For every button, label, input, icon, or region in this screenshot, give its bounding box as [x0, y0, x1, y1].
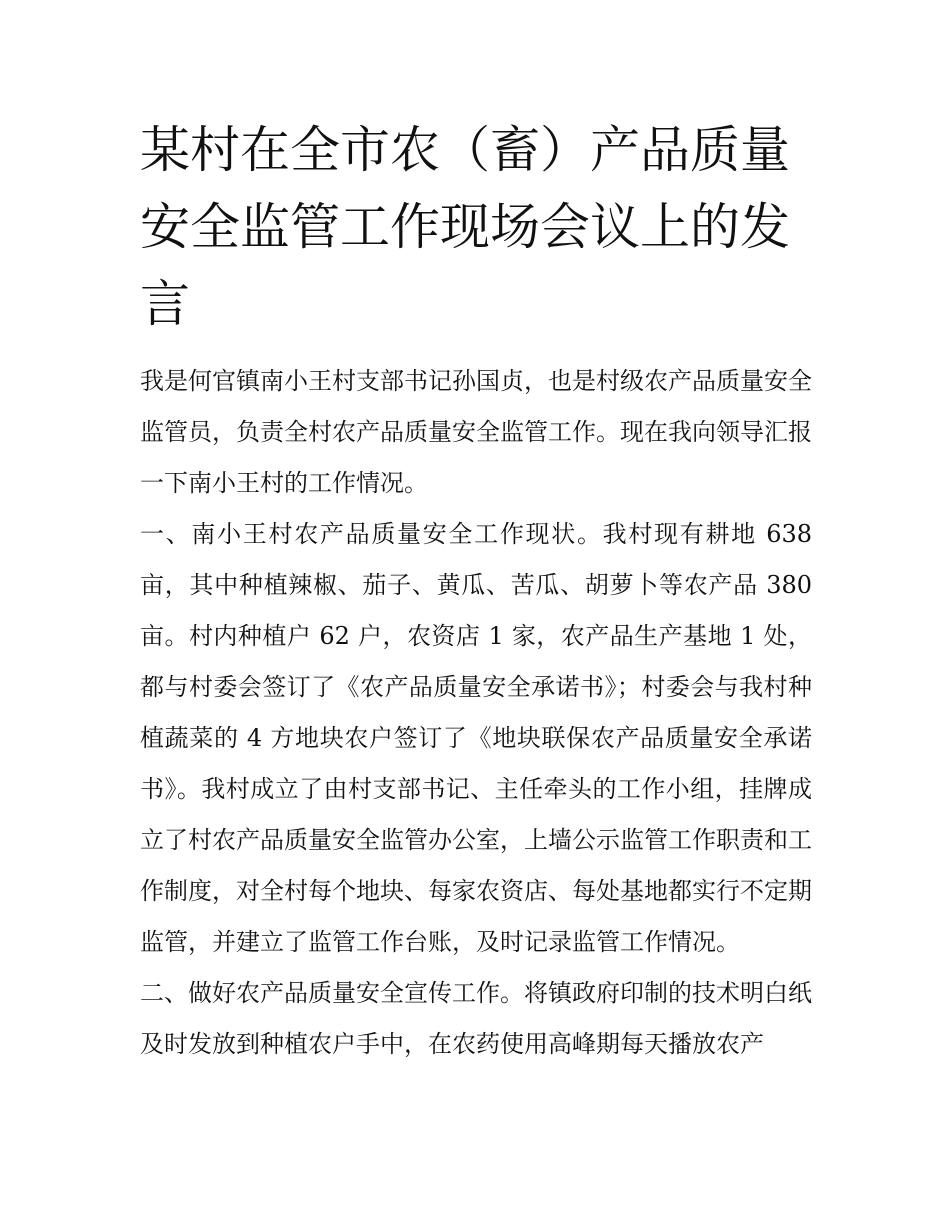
- paragraph-section-1: 一、南小王村农产品质量安全工作现状。我村现有耕地 638 亩，其中种植辣椒、茄子、黄瓜、苦瓜、胡萝卜等农产品 380 亩。村内种植户 62 户，农资店 1 家，农产品生产基地 1 处，都与村委会签订了《农产品质量安全承诺书》；村委会与我村种植蔬菜的 4 方地块农户签订了《地块联保农产品质量安全承诺书》。我村成立了由村支部书记、主任牵头的工作小组，挂牌成立了村农产品质量安全监管办公室，上墙公示监管工作职责和工作制度，对全村每个地块、每家农资店、每处基地都实行不定期监管，并建立了监管工作台账，及时记录监管工作情况。: [140, 520, 812, 956]
- document-page: [140, 112, 812, 1070]
- document-body: [140, 356, 812, 1070]
- paragraph-section-2: 二、做好农产品质量安全宣传工作。将镇政府印制的技术明白纸及时发放到种植农户手中，在农药使用高峰期每天播放农产: [140, 979, 812, 1058]
- document-title: 某村在全市农（畜）产品质量安全监管工作现场会议上的发言: [140, 121, 790, 333]
- paragraph-intro: 我是何官镇南小王村支部书记孙国贞，也是村级农产品质量安全监管员，负责全村农产品质量安全监管工作。现在我向领导汇报一下南小王村的工作情况。: [140, 367, 812, 497]
